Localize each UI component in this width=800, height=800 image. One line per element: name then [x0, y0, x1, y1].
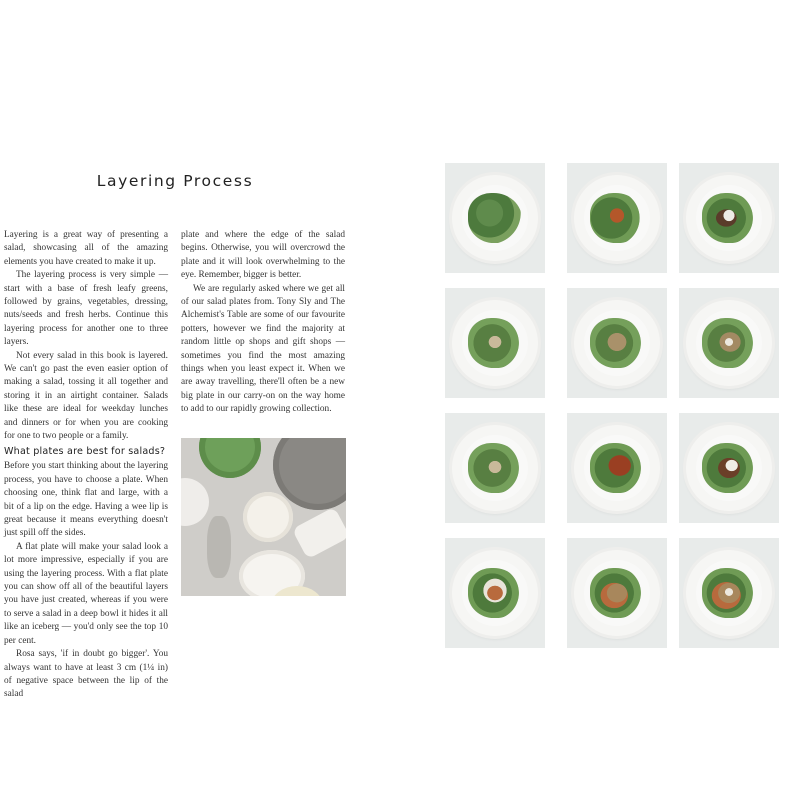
salad-step-3-photo — [679, 163, 779, 273]
page-title: Layering Process — [96, 172, 254, 190]
plates-paragraph-2: A flat plate will make your salad look a lot more impressive, especially if you are using the layering process. With a flat plate you can show off all of the beautiful layers you have just created, whereas if you were to serve a salad in a deep bowl it hides it all like an iceberg — you'd only see the top 10 per cent. — [4, 541, 168, 646]
salad-step-9-photo — [679, 413, 779, 523]
plates-photo — [181, 438, 346, 596]
intro-paragraph-1: Layering is a great way of presenting a salad, showcasing all of the amazing elements you have created to make it up. — [4, 230, 168, 267]
column2-paragraph-2: We are regularly asked where we get all of our salad plates from. Tony Sly and The Alchemist's Table are some of our favourite potters, however we find the majority at random little op shops and gift shops — sometimes you find the most amazing things when you least expect it. When we are away travelling, there'll often be a new big plate in our carry-on on the way home to add to our rapidly growing collection. — [181, 283, 345, 415]
second-column — [181, 229, 345, 417]
plates-paragraph-3: Rosa says, 'if in doubt go bigger'. You always want to have at least 3 cm (1¼ in) of negative space between the lip of the salad — [4, 649, 168, 700]
salad-step-5-photo — [567, 288, 667, 398]
salad-step-2-photo — [567, 163, 667, 273]
layering-photo-grid — [445, 163, 779, 650]
column2-paragraph-1: plate and where the edge of the salad begins. Otherwise, you will overcrowd the plate and it will look overwhelming to the eye. Remember, bigger is better. — [181, 230, 345, 281]
salad-step-1-photo — [445, 163, 545, 273]
intro-paragraph-2: The layering process is very simple — start with a base of fresh leafy greens, followed by grains, vegetables, dressing, nuts/seeds and fresh herbs. Continue this layering process for another one to three layers. — [4, 270, 168, 348]
intro-paragraph-3: Not every salad in this book is layered. We can't go past the even easier option of making a salad, tossing it all together and storing it in an airtight container. Salads like these are ideal for weekday lunches and dinners or for when you are cooking for one to two people or a family. — [4, 350, 168, 442]
salad-step-8-photo — [567, 413, 667, 523]
salad-step-10-photo — [445, 538, 545, 648]
plates-paragraph-1: Before you start thinking about the layering process, you have to choose a plate. When choosing one, think flat and large, with a bit of a lip on the edge. Having a wee lip is great because it means everything doesn't just spill off the sides. — [4, 461, 168, 539]
salad-step-4-photo — [445, 288, 545, 398]
salad-step-12-photo — [679, 538, 779, 648]
salad-step-6-photo — [679, 288, 779, 398]
intro-column — [4, 229, 168, 444]
plates-heading: What plates are best for salads? — [4, 446, 166, 457]
plates-section — [4, 445, 168, 702]
salad-step-7-photo — [445, 413, 545, 523]
salad-step-11-photo — [567, 538, 667, 648]
